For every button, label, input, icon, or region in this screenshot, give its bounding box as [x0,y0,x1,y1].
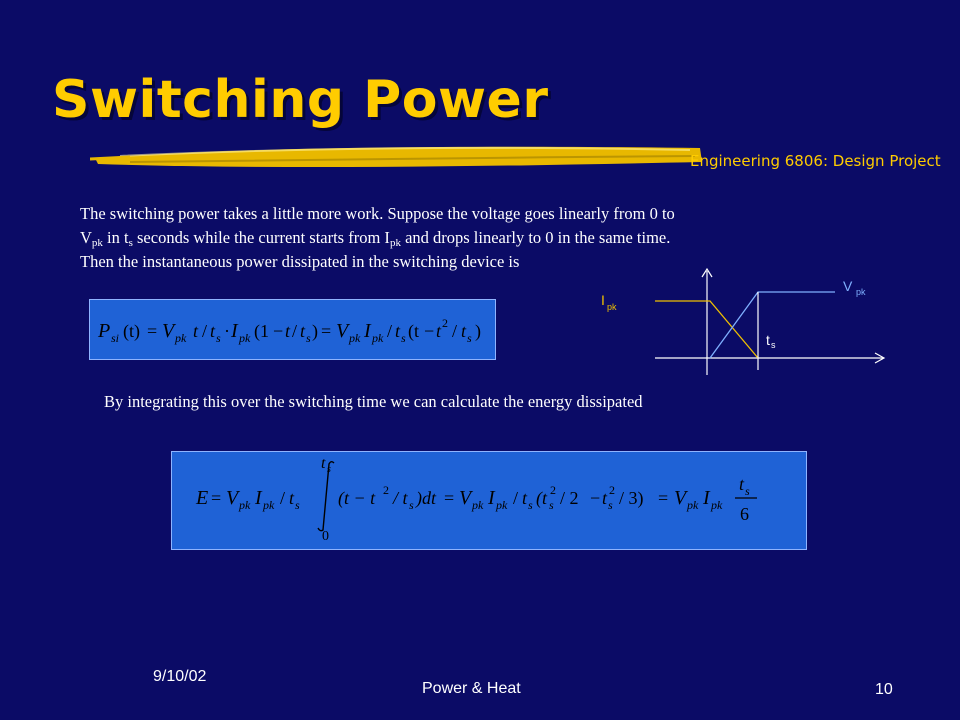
svg-text:t: t [210,321,216,341]
svg-text:t: t [602,488,608,508]
svg-text:(t: (t [536,488,547,508]
svg-text:=: = [444,488,455,508]
svg-text:pk: pk [175,331,187,345]
svg-text:pk: pk [856,287,866,297]
svg-text:pk: pk [239,498,251,512]
brush-stroke-divider [90,140,710,180]
svg-text:)dt: )dt [416,488,436,508]
svg-text:): ) [475,321,481,341]
svg-text:=: = [147,321,158,341]
footer-page-number: 10 [875,681,893,698]
course-name: Engineering 6806: Design Project [690,152,941,170]
svg-text:2: 2 [550,483,556,497]
svg-text:t: t [436,321,442,341]
svg-text:s: s [745,484,750,498]
svg-text:·: · [224,321,230,341]
svg-text:pk: pk [239,331,251,345]
svg-text:t: t [321,455,326,472]
svg-text:pk: pk [607,302,617,312]
svg-text:(t: (t [408,321,419,341]
svg-text:/: / [292,321,298,341]
svg-text:V: V [336,320,349,342]
ts-label: t [766,332,770,348]
svg-text:t: t [285,321,291,341]
svg-text:P: P [98,320,111,342]
svg-text:s: s [409,498,414,512]
svg-text:/: / [513,488,519,508]
svg-text:s: s [771,340,776,350]
svg-text:t: t [289,488,295,508]
svg-text:/: / [202,321,208,341]
switching-waveform-diagram [595,265,895,380]
svg-text:=: = [658,488,669,508]
svg-text:pk: pk [349,331,361,345]
svg-text:s: s [401,331,406,345]
svg-text:(1: (1 [254,321,269,341]
paragraph-line-3: Then the instantaneous power dissipated in the switching device is [80,252,520,271]
svg-text:V: V [226,487,239,509]
svg-text:0: 0 [322,529,329,544]
svg-text:2: 2 [609,483,615,497]
energy-equation [172,452,806,549]
body-paragraph [80,202,830,274]
svg-text:s: s [306,331,311,345]
svg-text:t: t [395,321,401,341]
svg-text:pk: pk [263,498,275,512]
vpk-label: V [843,278,853,294]
svg-text:s: s [608,498,613,512]
svg-text:pk: pk [372,331,384,345]
svg-text:/: / [452,321,458,341]
svg-text:I: I [255,487,262,509]
svg-text:/ 3): / 3) [619,488,644,508]
svg-text:/ 2: / 2 [560,488,579,508]
svg-text:): ) [312,321,318,341]
svg-text:=: = [211,488,222,508]
svg-text:(t): (t) [123,321,140,341]
integration-sentence: By integrating this over the switching time we can calculate the energy dissipated [104,392,643,411]
svg-text:I: I [231,320,238,342]
svg-text:s: s [467,331,472,345]
svg-text:si: si [111,331,120,345]
svg-text:(t − t: (t − t [338,488,376,508]
svg-text:2: 2 [442,316,448,330]
svg-text:E: E [196,487,209,509]
svg-text:−: − [273,321,284,341]
svg-text:s: s [528,498,533,512]
power-equation [90,300,495,359]
svg-text:t: t [193,321,199,341]
svg-text:/: / [387,321,393,341]
svg-text:/: / [280,488,286,508]
svg-text:s: s [327,464,331,475]
svg-text:I: I [488,487,495,509]
svg-text:I: I [703,487,710,509]
slide-title: Switching Power [52,70,549,130]
svg-text:−: − [590,488,601,508]
svg-text:=: = [321,321,332,341]
svg-text:t: t [300,321,306,341]
svg-text:s: s [549,498,554,512]
svg-text:s: s [295,498,300,512]
power-equation-box [89,299,496,360]
svg-text:V: V [162,320,175,342]
svg-text:6: 6 [740,504,749,524]
svg-text:t: t [522,488,528,508]
svg-text:s: s [216,331,221,345]
svg-text:pk: pk [472,498,484,512]
svg-text:V: V [674,487,687,509]
svg-text:pk: pk [496,498,508,512]
svg-text:pk: pk [687,498,699,512]
svg-text:−: − [424,321,435,341]
svg-text:I: I [364,320,371,342]
paragraph-line-1: The switching power takes a little more work. Suppose the voltage goes linearly from 0 to [80,204,675,223]
energy-equation-box [171,451,807,550]
svg-text:t: t [739,474,745,494]
footer-date: 9/10/02 [153,668,207,685]
svg-text:V: V [459,487,472,509]
paragraph-line-2: $V_{pk}$ in $t_s$ seconds while the current starts from $I_{pk}$ and drops linearly to 0 in the same time. [80,228,671,249]
footer-topic: Power & Heat [422,680,521,697]
ipk-label: I [601,292,605,308]
svg-text:t: t [461,321,467,341]
integral-sign-icon [318,462,334,531]
svg-text:/ t: / t [393,488,408,508]
svg-text:2: 2 [383,483,389,497]
svg-text:pk: pk [711,498,723,512]
